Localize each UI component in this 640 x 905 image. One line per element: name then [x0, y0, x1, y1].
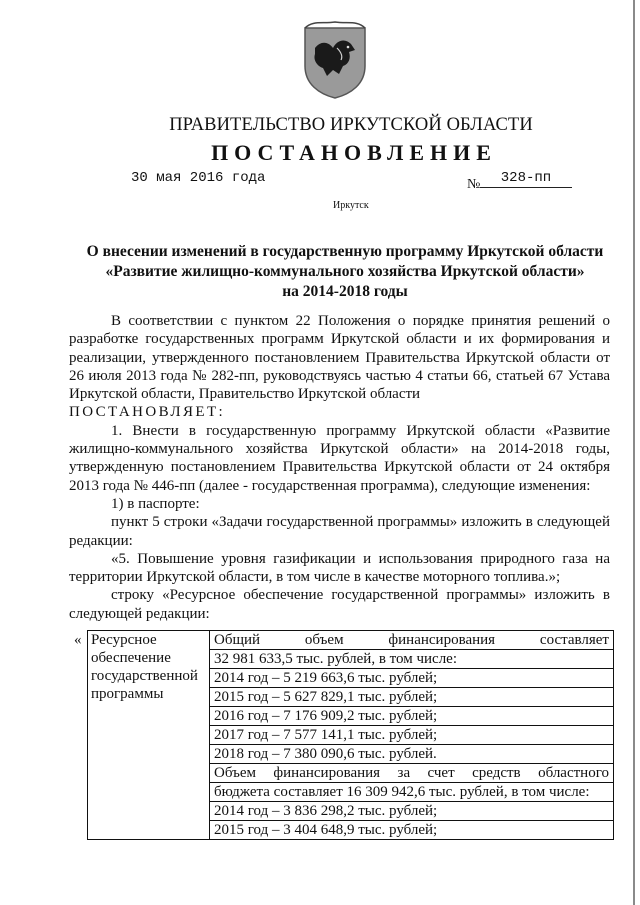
- label-line: обеспечение: [91, 650, 171, 666]
- label-line: программы: [91, 686, 164, 702]
- label-line: государственной: [91, 668, 198, 684]
- funding-line: 2015 год – 5 627 829,1 тыс. рублей;: [210, 688, 614, 707]
- preamble-paragraph: В соответствии с пунктом 22 Положения о порядке принятия решений о разработке государственных программ Иркутской области и их формирования и реализации, утвержденного постановлением Правительства Иркутской области от 26 июля 2013 года № 282-пп, руководствуясь частью 4 статьи 66, статьей 67 Устава Иркутской области, Правительство Иркутской области: [69, 313, 610, 403]
- document-city: Иркутск: [333, 200, 369, 211]
- resolves-word: ПОСТАНОВЛЯЕТ:: [69, 404, 226, 421]
- resources-label-cell: [88, 631, 210, 840]
- point-5-paragraph: пункт 5 строки «Задачи государственной программы» изложить в следующей редакции:: [69, 514, 610, 549]
- document-type: ПОСТАНОВЛЕНИЕ: [211, 140, 497, 165]
- document-number: 328-пп: [480, 170, 572, 188]
- document-body: [69, 312, 610, 623]
- funding-line: 2018 год – 7 380 090,6 тыс. рублей.: [210, 745, 614, 764]
- table-row: [88, 631, 614, 650]
- funding-line: 2014 год – 3 836 298,2 тыс. рублей;: [210, 802, 614, 821]
- funding-line: Общий объем финансирования составляет: [210, 631, 614, 650]
- subitem-1-paragraph: 1) в паспорте:: [111, 495, 200, 512]
- document-heading: [60, 242, 630, 302]
- funding-line: 2016 год – 7 176 909,2 тыс. рублей;: [210, 707, 614, 726]
- resources-row-paragraph: строку «Ресурсное обеспечение государственной программы» изложить в следующей редакции:: [69, 587, 610, 622]
- funding-line: 2014 год – 5 219 663,6 тыс. рублей;: [210, 669, 614, 688]
- table-open-quote: «: [74, 632, 82, 648]
- item-1-paragraph: 1. Внести в государственную программу Иркутской области «Развитие жилищно-коммунального хозяйства Иркутской области» на 2014-2018 годы, утвержденную постановлением Правительства Иркутской области от 24 октября 2013 года № 446-пп (далее - государственная программа), следующие изменения:: [69, 422, 610, 494]
- government-title: ПРАВИТЕЛЬСТВО ИРКУТСКОЙ ОБЛАСТИ: [169, 115, 533, 135]
- funding-line: бюджета составляет 16 309 942,6 тыс. рублей, в том числе:: [210, 783, 614, 802]
- heading-line-3: на 2014-2018 годы: [282, 283, 408, 300]
- number-label: №: [467, 177, 481, 192]
- funding-line: 32 981 633,5 тыс. рублей, в том числе:: [210, 650, 614, 669]
- coat-of-arms-emblem: [299, 18, 371, 100]
- resources-table: [87, 630, 614, 840]
- quote-5-paragraph: «5. Повышение уровня газификации и использования природного газа на территории Иркутской области, в том числе в качестве моторного топлива.»;: [69, 550, 610, 586]
- heading-line-2: «Развитие жилищно-коммунального хозяйства Иркутской области»: [105, 263, 585, 280]
- document-date: 30 мая 2016 года: [131, 170, 266, 186]
- funding-line: Объем финансирования за счет средств областного: [210, 764, 614, 783]
- heading-line-1: О внесении изменений в государственную программу Иркутской области: [86, 243, 604, 260]
- funding-line: 2015 год – 3 404 648,9 тыс. рублей;: [210, 821, 614, 840]
- label-line: Ресурсное: [91, 632, 157, 648]
- funding-line: 2017 год – 7 577 141,1 тыс. рублей;: [210, 726, 614, 745]
